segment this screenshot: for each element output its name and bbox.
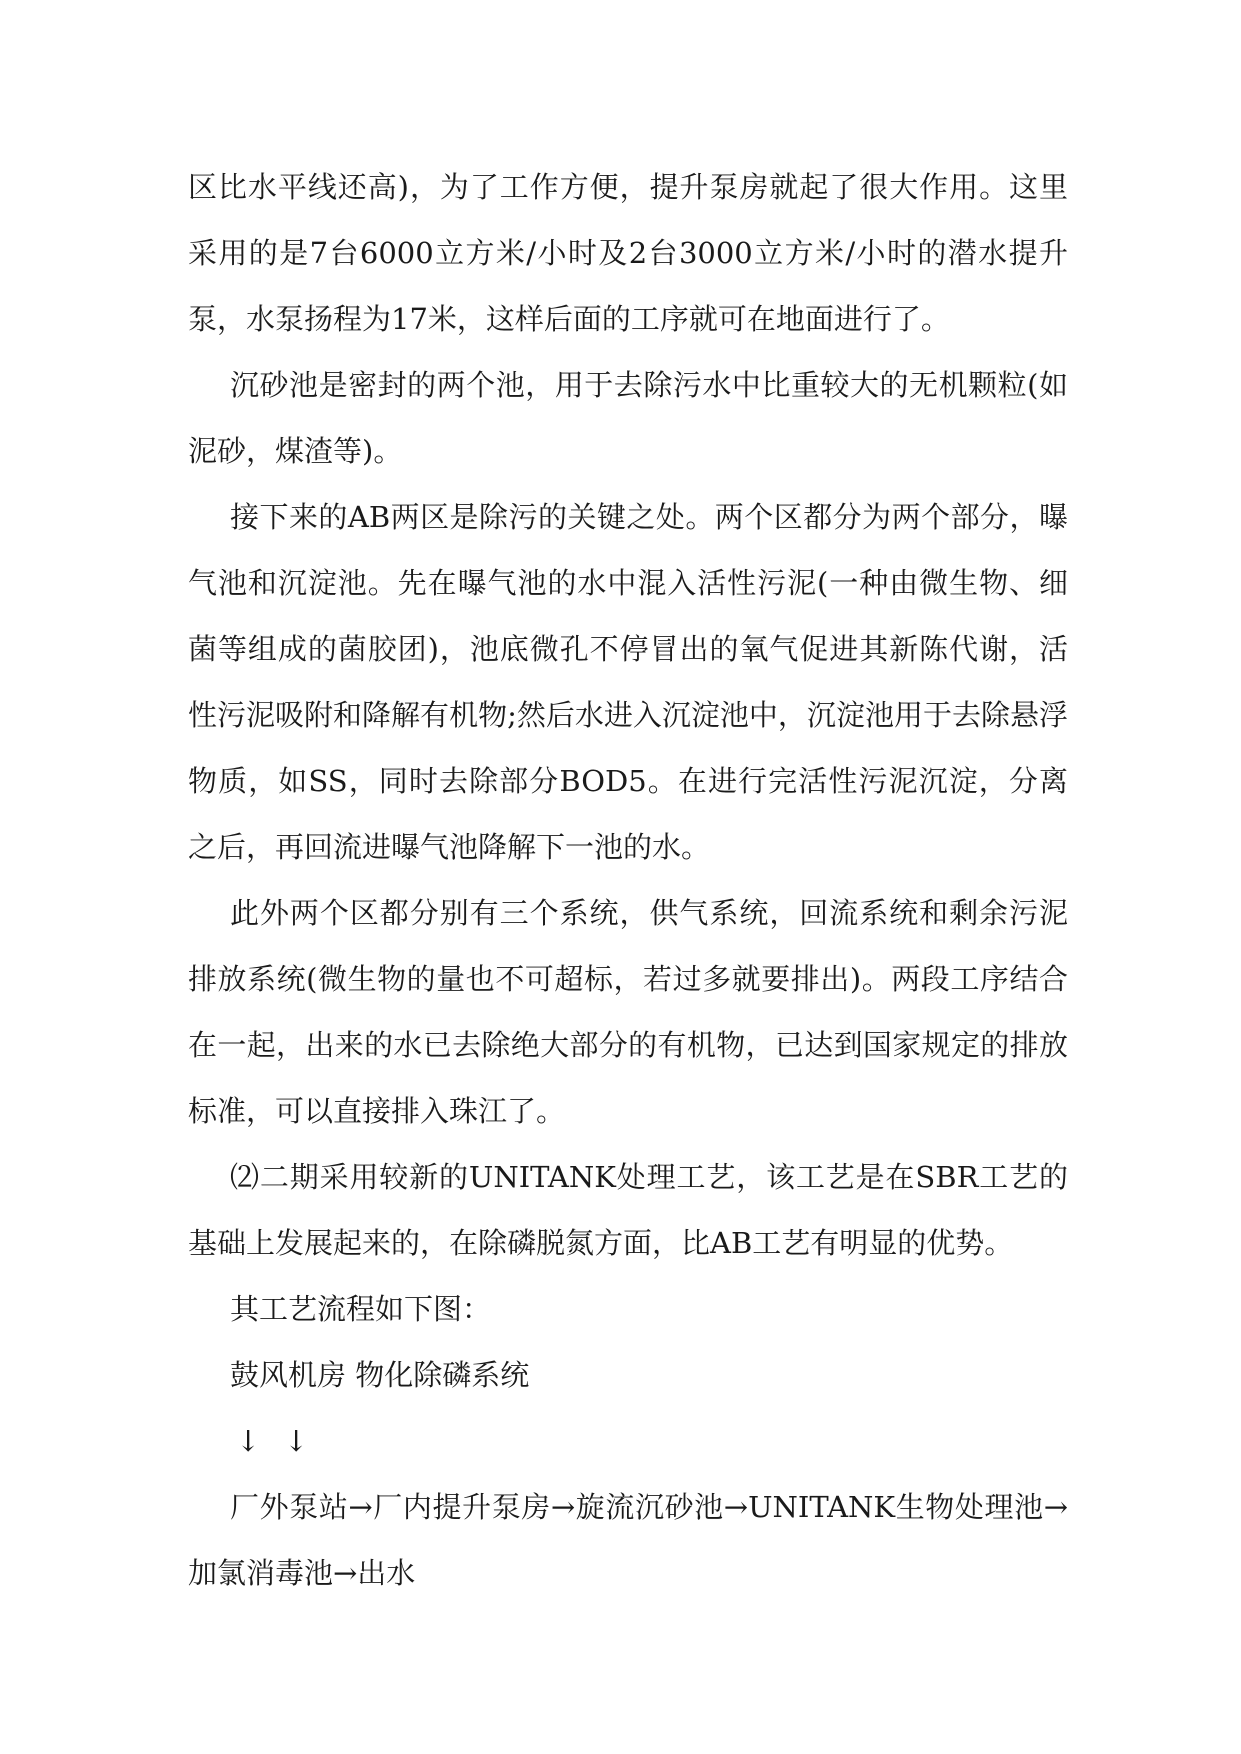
paragraph-flow-intro: 其工艺流程如下图： <box>230 1292 492 1326</box>
flow-main-line: 厂外泵站→厂内提升泵房→旋流沉砂池→UNITANK生物处理池→加氯消毒池→出水 <box>188 1490 1068 1590</box>
flow-top-labels: 鼓风机房 物化除磷系统 <box>230 1358 530 1392</box>
down-arrow-icon: ↓ <box>284 1424 309 1458</box>
document-page <box>188 154 1068 1606</box>
paragraph-ab-process: 接下来的AB两区是除污的关键之处。两个区都分为两个部分，曝气池和沉淀池。先在曝气池的水中混入活性污泥(一种由微生物、细菌等组成的菌胶团)，池底微孔不停冒出的氧气促进其新陈代谢，活性污泥吸附和降解有机物;然后水进入沉淀池中，沉淀池用于去除悬浮物质，如SS，同时去除部分BOD5。在进行完活性污泥沉淀，分离之后，再回流进曝气池降解下一池的水。 <box>188 500 1068 864</box>
paragraph-systems: 此外两个区都分别有三个系统，供气系统，回流系统和剩余污泥排放系统(微生物的量也不可超标，若过多就要排出)。两段工序结合在一起，出来的水已去除绝大部分的有机物，已达到国家规定的排放标准，可以直接排入珠江了。 <box>188 896 1068 1128</box>
flow-arrows <box>188 1408 1068 1474</box>
paragraph-pump-room: 区比水平线还高)，为了工作方便，提升泵房就起了很大作用。这里采用的是7台6000立方米/小时及2台3000立方米/小时的潜水提升泵，水泵扬程为17米，这样后面的工序就可在地面进行了。 <box>188 170 1068 336</box>
down-arrow-icon: ↓ <box>236 1424 261 1458</box>
paragraph-unitank: ⑵二期采用较新的UNITANK处理工艺，该工艺是在SBR工艺的基础上发展起来的，在除磷脱氮方面，比AB工艺有明显的优势。 <box>188 1160 1068 1260</box>
paragraph-grit-chamber: 沉砂池是密封的两个池，用于去除污水中比重较大的无机颗粒(如泥砂，煤渣等)。 <box>188 368 1068 468</box>
